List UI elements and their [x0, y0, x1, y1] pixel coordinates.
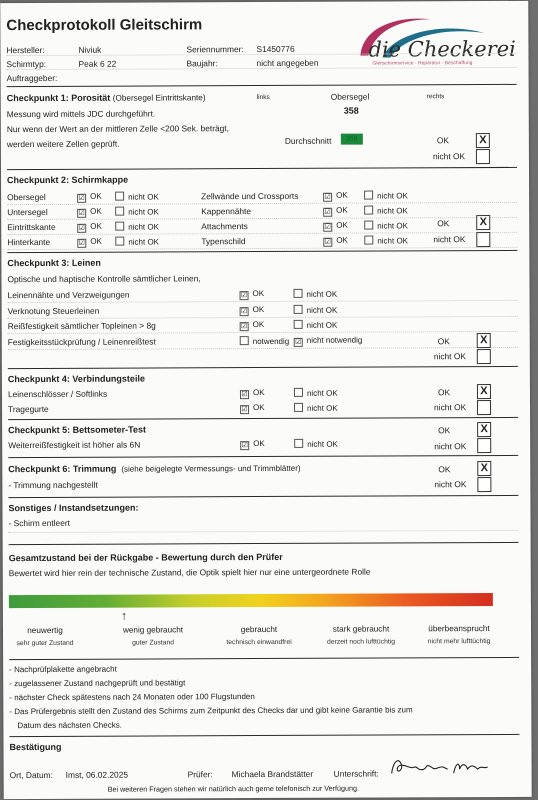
cp2-nicht-ok-label: nicht OK: [433, 234, 466, 245]
cp2-left-nok: [115, 236, 159, 246]
cp3-notwendig-label: notwendig: [252, 336, 290, 346]
cp4-nok: [294, 388, 338, 398]
cp2-left-row: Eintrittskante: [7, 221, 56, 233]
cp2-right-nok-checkbox[interactable]: [364, 236, 373, 245]
cp2-right-ok-label: OK: [336, 205, 348, 215]
ort-label: Ort, Datum:: [9, 769, 53, 781]
cp2-left-ok-checkbox[interactable]: ☑: [78, 224, 85, 232]
cp2-left-nok-label: nicht OK: [128, 192, 159, 202]
cp1-rechts: rechts: [426, 93, 445, 101]
cp3-ok-label: OK: [252, 304, 265, 314]
condition-sublabel: guter Zustand: [132, 639, 175, 647]
cp3-row-divider: [8, 300, 518, 303]
protocol-page: [0, 1, 531, 799]
cp2-title: Checkpunkt 2: Schirmkappe: [7, 174, 129, 186]
cp1-nicht-ok-label: nicht OK: [432, 151, 466, 162]
cp2-right-row: Zellwände und Crossports: [201, 190, 299, 202]
baujahr-value: nicht angegeben: [256, 57, 319, 69]
gesamt-title: Gesamtzustand bei der Rückgabe - Bewertung durch den Prüfer: [8, 551, 283, 564]
cp2-right-row: Attachments: [201, 221, 248, 232]
cp3-ok: [240, 289, 265, 300]
cp4-nicht-ok-box[interactable]: [477, 400, 491, 415]
condition-gradient-bar: [9, 593, 493, 608]
condition-sublabel: derzeit noch lufttüchtig: [327, 638, 396, 646]
cp3-nok-checkbox[interactable]: [294, 320, 303, 329]
cp2-right-nok: [364, 235, 408, 245]
cp3-ok: [240, 305, 265, 316]
cp2-left-ok: [77, 192, 102, 203]
cp1-ok-label: OK: [436, 135, 449, 146]
cp2-nicht-ok-box[interactable]: [476, 232, 490, 247]
cp2-right-nok-checkbox[interactable]: [364, 221, 373, 230]
cp5-title: Checkpunkt 5: Bettsometer-Test: [8, 424, 147, 436]
page-title: Checkprotokoll Gleitschirm: [6, 16, 203, 35]
cp5-nicht-ok-box[interactable]: [477, 438, 491, 453]
condition-label: gebraucht: [240, 624, 278, 635]
schirmtyp-value: Peak 6 22: [78, 58, 117, 69]
hersteller-value: Niviuk: [78, 44, 102, 55]
condition-sublabel: sehr guter Zustand: [16, 639, 74, 648]
cp3-nok-label: nicht OK: [306, 305, 338, 315]
cp4-nok-checkbox[interactable]: [294, 388, 303, 397]
cp2-left-ok-checkbox[interactable]: ☑: [78, 239, 85, 247]
cp2-left-ok-label: OK: [90, 191, 102, 201]
cp3-ok-label: OK: [252, 289, 265, 299]
cp2-left-ok-label: OK: [90, 221, 102, 231]
cp4-nok: [294, 403, 338, 413]
cp2-right-ok: [323, 206, 348, 217]
cp2-right-nok-label: nicht OK: [377, 236, 409, 246]
cp3-nok: [294, 320, 338, 330]
cp2-right-nok: [364, 220, 408, 230]
note-line: - nächster Check spätestens nach 24 Monaten oder 100 Flugstunden: [9, 692, 255, 703]
note-line: - Das Prüfergebnis stellt den Zustand des Schirms zum Zeitpunkt des Checks dar und gibt keine Garantie bis zum: [9, 705, 413, 717]
cp3-intro: Optische und haptische Kontrolle sämtlicher Leinen,: [7, 273, 201, 285]
cp3-nok-checkbox[interactable]: [294, 289, 303, 298]
cp2-left-ok-checkbox[interactable]: ☑: [78, 194, 85, 202]
cp2-left-nok: [115, 221, 159, 231]
cp2-right-ok-label: OK: [336, 190, 348, 200]
cp2-right-ok-checkbox[interactable]: ☑: [324, 223, 331, 231]
cp2-left-ok-label: OK: [90, 236, 102, 246]
cp2-right-row: Kappennähte: [201, 206, 252, 217]
cp2-left-row: Obersegel: [7, 191, 46, 203]
cp4-ok: [240, 388, 265, 399]
cp3-nok: [294, 289, 338, 299]
cp2-left-ok: [77, 237, 102, 248]
cp3-ok-label: OK: [252, 320, 265, 330]
condition-label: stark gebraucht: [332, 624, 390, 634]
cp2-right-ok-label: OK: [336, 220, 348, 230]
cp2-left-nok-label: nicht OK: [128, 222, 159, 232]
cp1-text3: werden weitere Zellen geprüft.: [6, 138, 120, 150]
cp4-nicht-ok-label: nicht OK: [434, 402, 467, 413]
cp3-notwendig: [240, 335, 290, 345]
cp3-ok-checkbox[interactable]: ☑: [240, 292, 248, 300]
cp4-ok-label: OK: [437, 387, 451, 398]
cp2-right-ok-label: OK: [336, 235, 348, 245]
cp4-nok-checkbox[interactable]: [294, 403, 303, 412]
cp2-right-nok-checkbox[interactable]: [364, 191, 373, 200]
cp1-ok-box[interactable]: X: [476, 133, 490, 148]
note-line: - Nachprüfplakette angebracht: [9, 664, 117, 675]
cp2-left-nok-checkbox[interactable]: [115, 192, 124, 201]
cp1-durchschnitt-value: 358: [341, 134, 363, 145]
logo-text: die Checkerei: [368, 36, 516, 62]
condition-sublabel: nicht mehr lufttüchtig: [427, 638, 491, 646]
signature-icon: [388, 753, 498, 781]
cp3-ok-box[interactable]: X: [477, 333, 491, 348]
cp1-links: links: [256, 93, 270, 102]
condition-label: überbeansprucht: [428, 624, 490, 634]
cp5-row: Weiterreißfestigkeit ist höher als 6N: [8, 439, 141, 451]
cp4-ok-label: OK: [253, 403, 265, 413]
schirmtyp-label: Schirmtyp:: [6, 58, 47, 70]
cp5-nok-checkbox[interactable]: [294, 439, 303, 448]
cp6-row: - Trimmung nachgestellt: [8, 479, 98, 491]
condition-label: wenig gebraucht: [122, 625, 184, 635]
cp2-ok-label: OK: [437, 218, 450, 229]
cp3-nicht-ok-box[interactable]: [477, 349, 491, 364]
cp4-nok-label: nicht OK: [307, 403, 338, 413]
cp3-ok-checkbox[interactable]: ☑: [241, 323, 248, 331]
cp2-right-nok-label: nicht OK: [377, 221, 408, 231]
cp4-row: Leinenschlösser / Softlinks: [7, 388, 108, 400]
hersteller-label: Hersteller:: [6, 44, 45, 56]
note-line: - zugelassener Zustand nachgeprüft und bestätigt: [9, 678, 186, 689]
cp2-right-nok-label: nicht OK: [377, 206, 408, 216]
cp3-nicht-notwendig: [294, 335, 363, 346]
cp3-row: Leinennähte und Verzweigungen: [7, 289, 130, 301]
logo-subtitle: Gleitschirmservice · Reparatur · Beschaffung: [372, 61, 473, 67]
cp3-nok-label: nicht OK: [306, 320, 338, 330]
cp3-nicht-notwendig-label: nicht notwendig: [306, 335, 363, 345]
cp2-left-nok-label: nicht OK: [128, 207, 159, 217]
cp4-ok: [240, 403, 265, 414]
cp4-row: Tragegurte: [8, 403, 49, 415]
cp1-nicht-ok-box[interactable]: [476, 149, 490, 164]
cp4-ok-box[interactable]: X: [477, 384, 491, 399]
cp4-ok-label: OK: [252, 388, 265, 398]
pruefer-value: Michaela Brandstätter: [231, 768, 314, 780]
cp2-left-nok: [115, 191, 159, 201]
cp2-left-ok-label: OK: [90, 206, 102, 216]
cp2-right-ok-checkbox[interactable]: ☑: [324, 208, 331, 216]
cp2-right-nok-checkbox[interactable]: [364, 206, 373, 215]
cp2-right-ok-checkbox[interactable]: ☑: [324, 193, 331, 201]
cp3-ok-checkbox[interactable]: ☑: [240, 307, 248, 315]
cp3-nicht-ok-label: nicht OK: [433, 351, 466, 362]
cp2-right-nok-label: nicht OK: [377, 191, 408, 201]
cp5-ok-checkbox[interactable]: ☑: [241, 442, 248, 450]
cp1-text2: Nur wenn der Wert an der mittleren Zelle <200 Sek. beträgt,: [6, 123, 229, 135]
cp5-nicht-ok-label: nicht OK: [434, 441, 467, 452]
cp2-right-ok: [323, 221, 348, 232]
gesamt-text: Bewertet wird hier rein der technische Zustand, die Optik spielt hier nur eine untergeordnete Rolle: [8, 566, 371, 579]
cp6-ok-label: OK: [438, 464, 451, 475]
cp6-ok-box[interactable]: X: [477, 461, 491, 476]
unterschrift-label: Unterschrift:: [333, 768, 379, 779]
cp2-left-row: Hinterkante: [7, 236, 51, 248]
cp5-ok-box[interactable]: X: [477, 422, 491, 437]
cp1-obersegel: Obersegel: [330, 91, 370, 102]
cp2-left-ok: [77, 207, 102, 218]
cp3-nok-checkbox[interactable]: [294, 304, 303, 313]
cp3-row: Festigkeitsstückprüfung / Leinenreißtest: [7, 335, 156, 347]
cp3-notwendig-checkbox[interactable]: [240, 336, 249, 345]
cp3-row-divider: [8, 331, 518, 334]
condition-sublabel: technisch einwandfrei: [226, 638, 292, 647]
cp2-right-row: Typenschild: [201, 236, 246, 247]
cp3-nok-label: nicht OK: [306, 289, 338, 299]
seriennummer-label: Seriennummer:: [186, 44, 244, 55]
cp2-ok-box[interactable]: X: [476, 215, 490, 230]
cp4-title: Checkpunkt 4: Verbindungsteile: [7, 373, 145, 385]
note-line: Datum des nächsten Checks.: [17, 720, 122, 731]
cp6-nicht-ok-label: nicht OK: [434, 479, 467, 490]
cp1-title: Checkpunkt 1: Porosität (Obersegel Eintrittskante): [6, 92, 206, 104]
condition-marker-arrow-icon: ↑: [121, 608, 128, 623]
cp2-left-nok-checkbox[interactable]: [115, 207, 124, 216]
cp3-row: Reißfestigkeit sämtlicher Topleinen > 8g: [7, 320, 156, 332]
cp2-left-nok: [115, 206, 159, 216]
bestaetigung-title: Bestätigung: [9, 741, 62, 753]
cp2-left-ok: [77, 222, 102, 233]
cp4-ok-checkbox[interactable]: ☑: [241, 406, 248, 414]
cp5-opt-nok: nicht OK: [294, 439, 338, 449]
auftraggeber-label: Auftraggeber:: [6, 72, 58, 84]
cp3-ok: [240, 320, 265, 331]
cp2-left-nok-checkbox[interactable]: [115, 237, 124, 246]
cp2-right-nok: [364, 190, 408, 200]
cp3-nicht-notwendig-checkbox[interactable]: ☑: [295, 338, 302, 346]
cp3-title: Checkpunkt 3: Leinen: [7, 257, 101, 269]
pruefer-label: Prüfer:: [187, 769, 213, 780]
cp1-text1: Messung wird mittels JDC durchgeführt.: [6, 108, 156, 120]
cp3-row-divider: [8, 346, 518, 349]
seriennummer-value: S1450776: [256, 43, 295, 55]
cp6-nicht-ok-box[interactable]: [477, 477, 491, 492]
cp2-left-ok-checkbox[interactable]: ☑: [78, 209, 85, 217]
cp2-left-row: Untersegel: [7, 206, 48, 218]
cp2-right-ok: [323, 236, 348, 247]
cp3-ok-label: OK: [437, 336, 450, 347]
cp6-title: Checkpunkt 6: Trimmung (siehe beigelegte Vermessungs- und Trimmblätter): [8, 463, 301, 475]
cp2-left-nok-checkbox[interactable]: [115, 222, 124, 231]
condition-label: neuwertig: [27, 625, 63, 636]
cp3-row-divider: [8, 315, 518, 318]
cp3-row: Verknotung Steuerleinen: [7, 305, 100, 316]
cp2-right-ok-checkbox[interactable]: ☑: [324, 238, 331, 246]
cp5-ok-label: OK: [438, 425, 451, 436]
cp4-ok-checkbox[interactable]: ☑: [241, 391, 248, 399]
cp1-durchschnitt-label: Durchschnitt: [284, 135, 332, 146]
footer-note: Bei weiteren Fragen stehen wir natürlich auch gerne telefonisch zur Verfügung.: [107, 783, 360, 794]
cp5-opt-ok: ☑ OK: [241, 439, 265, 450]
sonstiges-text: - Schirm entleert: [8, 517, 70, 529]
baujahr-label: Baujahr:: [186, 58, 218, 69]
cp3-nok: [294, 304, 338, 314]
sonstiges-title: Sonstiges / Instandsetzungen:: [8, 502, 139, 514]
cp4-nok-label: nicht OK: [306, 388, 338, 398]
cp2-left-nok-label: nicht OK: [128, 237, 160, 247]
cp1-value: 358: [343, 105, 359, 116]
cp2-right-ok: [323, 191, 348, 202]
ort-value: Imst, 06.02.2025: [65, 769, 129, 780]
cp2-right-nok: [364, 205, 408, 215]
